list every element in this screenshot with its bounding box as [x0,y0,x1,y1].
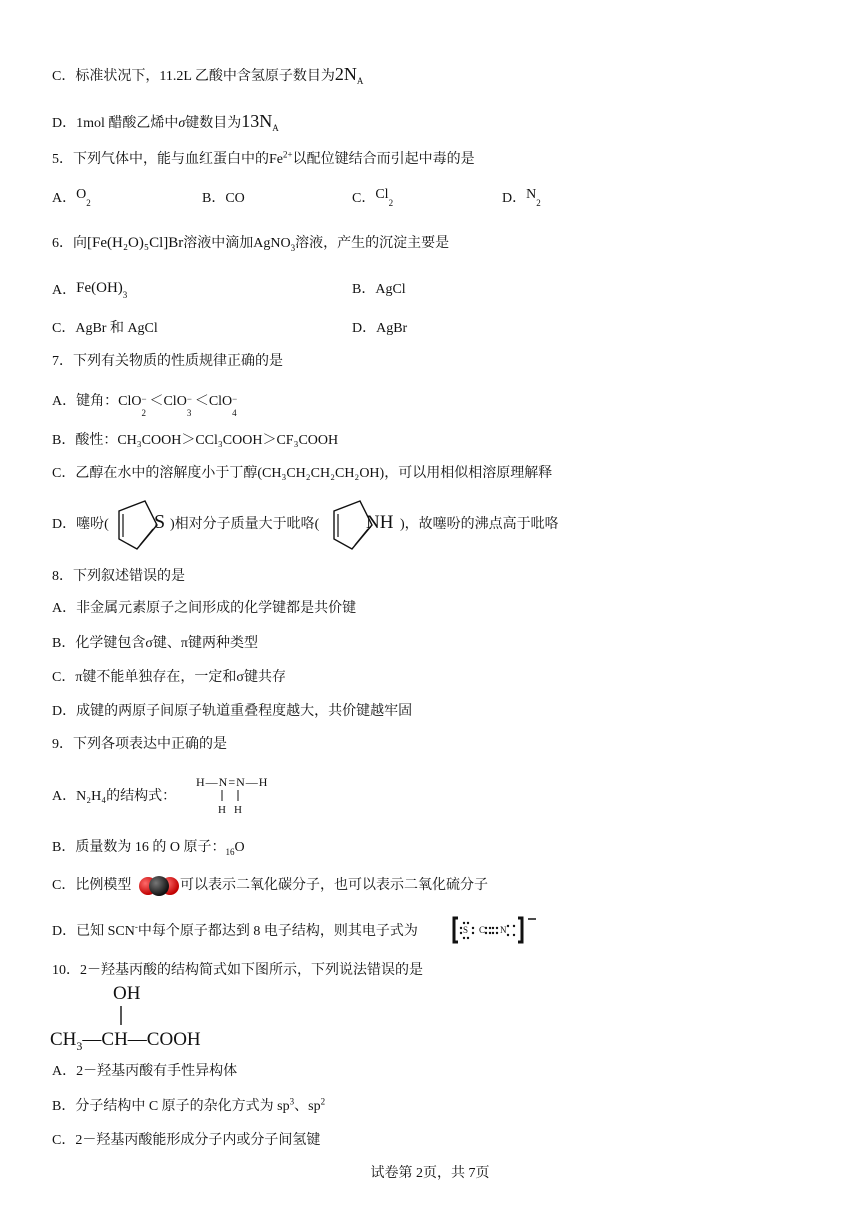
q7-option-c: C．乙醇在水中的溶解度小于丁醇(CH₃CH₂CH₂CH₂OH)，可以用相似相溶原理解释 [52,466,553,481]
q5-d-sub: 2 [536,197,541,208]
q5-stem-text: 5．下列气体中，能与血红蛋白中的Fe [52,152,283,167]
q7-a-ion-1: ClO [118,394,142,409]
q9-option-d [52,922,418,942]
n2h4-h-2: H [234,804,242,816]
q10-oh-label: OH [113,983,141,1004]
q4-option-d-sigma: σ [178,116,186,131]
q6-stem-post: 溶液，产生的沉淀主要是 [295,236,450,251]
q4-option-d-sub: A [272,122,279,133]
q8-option-a: A．非金属元素原子之间形成的化学键都是共价键 [52,601,357,616]
q7-a-ion-2: ClO [163,394,187,409]
q6-stem-mid: 溶液中滴加 [183,236,254,251]
q7-option-d-pre: D．噻吩( [52,517,109,532]
q5-d-value: N [526,187,537,202]
q6-reagent-sub: 3 [290,242,296,253]
q10-b-mid: 、sp [294,1099,321,1114]
q9-option-a: A．N₂H₄的结构式： [52,789,177,804]
q4-option-d-mid: 键数目为 [185,116,242,131]
q9-option-c-post: 可以表示二氧化碳分子，也可以表示二氧化硫分子 [180,878,488,893]
q9-option-b [52,838,245,858]
scn-c-label: C [479,925,486,935]
q10-ch3-sub: 3 [76,1038,83,1053]
q10-structure-formula [50,1028,201,1052]
q10-option-b [52,1097,325,1117]
q6-a-sub: 3 [122,289,128,300]
thiophene-ring-icon [113,497,175,555]
q6-option-c: C．AgBr 和 AgCl [52,321,158,336]
q9-option-c-pre: C．比例模型 [52,878,132,893]
q4-option-d [52,111,279,134]
q8-stem: 8．下列叙述错误的是 [52,569,185,584]
pyrrole-nh-label: NH [366,512,394,533]
q5-a-sub: 2 [86,197,91,208]
n2h4-h-1: H [218,804,226,816]
q10-stem: 10．2－羟基丙酸的结构简式如下图所示，下列说法错误的是 [52,963,423,978]
q6-complex-formula: [Fe(H₂O)₅Cl]Br [87,235,184,251]
space-filling-model-icon [139,872,179,900]
q6-reagent: AgNO [253,236,291,251]
q6-a-value: Fe(OH) [76,280,123,296]
q10-b-sup-1: 3 [289,1096,295,1107]
q10-option-c: C．2－羟基丙酸能形成分子内或分子间氢键 [52,1133,321,1148]
q7-option-a: A．键角：ClO − 2 ＜ClO − 3 ＜ClO − 4 [52,394,238,418]
q9-b-mass-number: 16 [225,846,235,857]
q4-option-d-value: 13N [241,111,273,131]
thiophene-s-label: S [154,511,166,533]
q7-a-label: A．键角： [52,394,119,409]
q5-stem [52,150,475,170]
q5-option-b: B．CO [202,191,245,206]
q4-option-c [52,64,363,87]
q5-a-value: O [76,187,87,202]
q5-c-label: C． [352,191,376,206]
q5-d-label: D． [502,191,527,206]
q6-option-d: D．AgBr [352,321,408,336]
q5-c-value: Cl [375,187,389,202]
n2h4-structure-top: H—N=N—H [196,775,269,789]
q7-option-b: B．酸性：CH₃COOH＞CCl₃COOH＞CF₃COOH [52,433,339,448]
q9-d-text: D．已知 SCN [52,924,135,939]
q7-a-ion-3: ClO [208,394,233,409]
q5-a-label: A． [52,191,77,206]
q6-option-b: B．AgCl [352,282,406,297]
q5-option-d [502,189,541,209]
scn-s-label: S [463,925,469,935]
q4-option-c-value: 2N [334,64,357,84]
q5-option-c [352,189,393,209]
page-footer: 试卷第 2页，共 7页 [370,1166,490,1181]
q6-a-label: A． [52,283,77,298]
q10-rest: —CH—COOH [82,1029,201,1050]
q9-b-text: B．质量数为 16 的 O 原子： [52,840,226,855]
q7-a-lt-2: ＜ [194,394,209,409]
q10-b-sup-2: 2 [320,1096,326,1107]
q7-option-d-mid: )相对分子质量大于吡咯( [170,517,320,532]
q8-option-d: D．成键的两原子间原子轨道重叠程度越大，共价键越牢固 [52,704,413,719]
scn-n-label: N [500,925,507,935]
q9-stem: 9．下列各项表达中正确的是 [52,737,227,752]
q6-option-a [52,280,127,301]
q7-option-d-post: )，故噻吩的沸点高于吡咯 [400,517,559,532]
q6-stem-text: 6．向 [52,236,87,251]
q4-option-c-text: C．标准状况下，11.2L 乙酸中含氢原子数目为 [52,69,335,84]
q5-stem-post: 以配位键结合而引起中毒的是 [292,152,475,167]
q8-option-c: C．π键不能单独存在，一定和σ键共存 [52,670,286,685]
q6-stem [52,233,449,254]
q10-ch3: CH [50,1029,77,1050]
q5-c-sub: 2 [388,197,394,208]
q5-stem-sup: 2+ [283,149,293,160]
q10-vertical-bond-icon [118,1005,124,1027]
q8-option-b: B．化学键包含σ键、π键两种类型 [52,636,258,651]
q7-stem: 7．下列有关物质的性质规律正确的是 [52,354,283,369]
q10-option-a: A．2－羟基丙酸有手性异构体 [52,1064,238,1079]
q9-d-sup: - [134,921,138,932]
q4-option-c-sub: A [356,75,364,86]
q9-d-post: 中每个原子都达到 8 电子结构，则其电子式为 [137,924,418,939]
q9-b-element: O [234,840,245,855]
q7-a-lt-1: ＜ [149,394,164,409]
q5-option-a [52,189,91,209]
q10-b-text: B．分子结构中 C 原子的杂化方式为 sp [52,1099,290,1114]
q4-option-d-text: D．1mol 醋酸乙烯中 [52,116,179,131]
